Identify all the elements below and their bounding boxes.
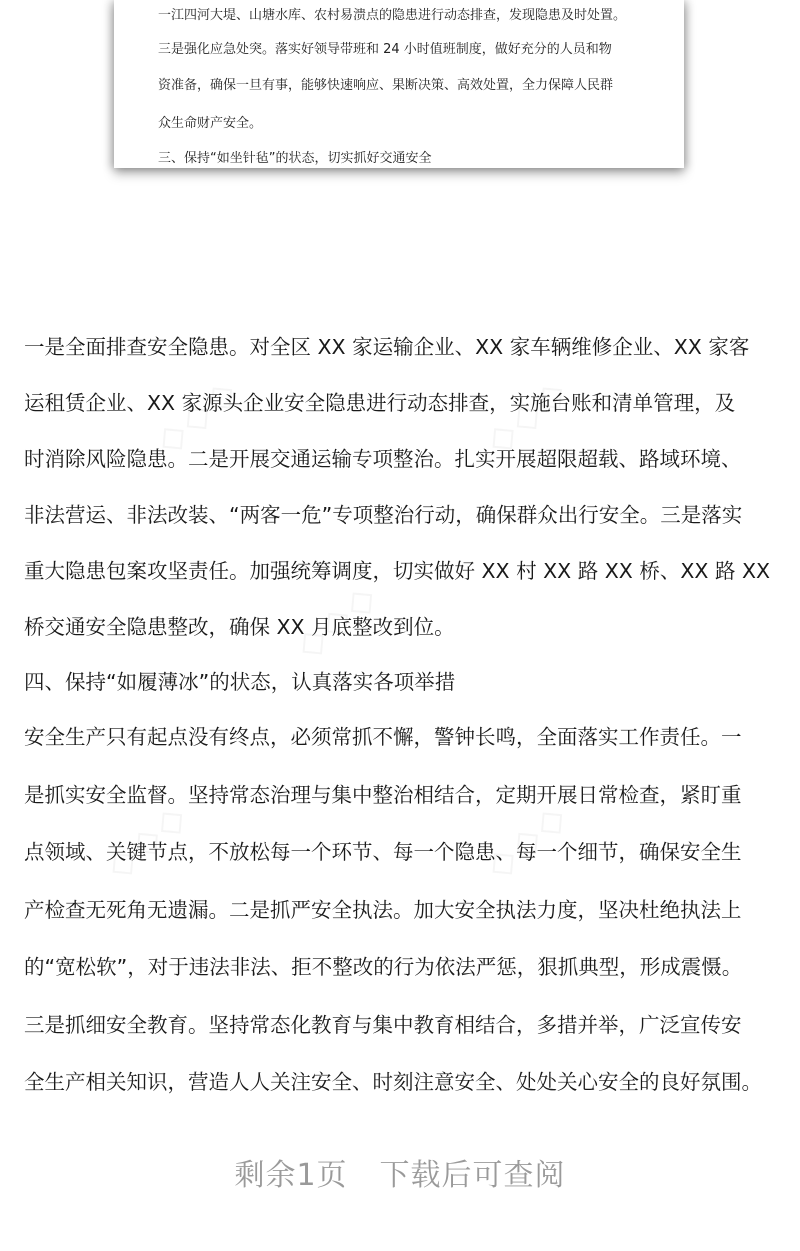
body-line: 桥交通安全隐患整改，确保 XX 月底整改到位。 (24, 615, 455, 639)
preview-line: 资准备，确保一旦有事，能够快速响应、果断决策、高效处置，全力保障人民群 (158, 78, 614, 93)
download-to-view-text: 下载后可查阅 (379, 1158, 566, 1193)
body-line: 非法营运、非法改装、“两客一危”专项整治行动，确保群众出行安全。三是落实 (24, 503, 743, 527)
preview-section-heading: 三、保持“如坐针毡”的状态，切实抓好交通安全 (158, 151, 432, 166)
preview-line: 一江四河大堤、山塘水库、农村易溃点的隐患进行动态排查，发现隐患及时处置。 (158, 8, 627, 23)
body-line: 时消除风险隐患。二是开展交通运输专项整治。扎实开展超限超载、路域环境、 (24, 447, 742, 471)
body-line: 点领域、关键节点，不放松每一个环节、每一个隐患、每一个细节，确保安全生 (24, 840, 742, 864)
preview-line: 众生命财产安全。 (158, 116, 263, 131)
watermark: ◇◇◇ (287, 574, 388, 667)
body-line: 重大隐患包案攻坚责任。加强统筹调度，切实做好 XX 村 XX 路 XX 桥、XX 路 XX (24, 559, 771, 583)
document-preview-card (114, 0, 684, 168)
remaining-pages-text: 剩余1页 (234, 1158, 348, 1193)
document-body (24, 319, 782, 1112)
body-line: 三是抓细安全教育。坚持常态化教育与集中教育相结合，多措并举，广泛宣传安 (24, 1012, 742, 1037)
body-line: 一是全面排查安全隐患。对全区 XX 家运输企业、XX 家车辆维修企业、XX 家客 (24, 335, 750, 359)
body-line: 运租赁企业、XX 家源头企业安全隐患进行动态排查，实施台账和清单管理，及 (24, 391, 736, 415)
body-line: 的“宽松软”，对于违法非法、拒不整改的行为依法严惩，狠抓典型，形成震慑。 (24, 955, 743, 979)
watermark: ◇◇◇ (97, 794, 198, 887)
watermark: ◇◇◇ (147, 369, 248, 462)
body-line: 安全生产只有起点没有终点，必须常抓不懈，警钟长鸣，全面落实工作责任。一 (24, 725, 742, 749)
section-heading: 四、保持“如履薄冰”的状态，认真落实各项举措 (24, 670, 456, 694)
watermark: ◇◇◇ (477, 369, 578, 462)
body-line: 全生产相关知识，营造人人关注安全、时刻注意安全、处处关心安全的良好氛围。 (24, 1070, 762, 1094)
body-line: 产检查无死角无遗漏。二是抓严安全执法。加大安全执法力度，坚决杜绝执法上 (24, 897, 742, 922)
preview-line: 三是强化应急处突。落实好领导带班和 24 小时值班制度，做好充分的人员和物 (158, 42, 612, 57)
watermark: ◇◇◇ (477, 794, 578, 887)
download-prompt[interactable] (0, 1150, 800, 1194)
body-line: 是抓实安全监督。坚持常态治理与集中整治相结合，定期开展日常检查，紧盯重 (24, 782, 742, 807)
